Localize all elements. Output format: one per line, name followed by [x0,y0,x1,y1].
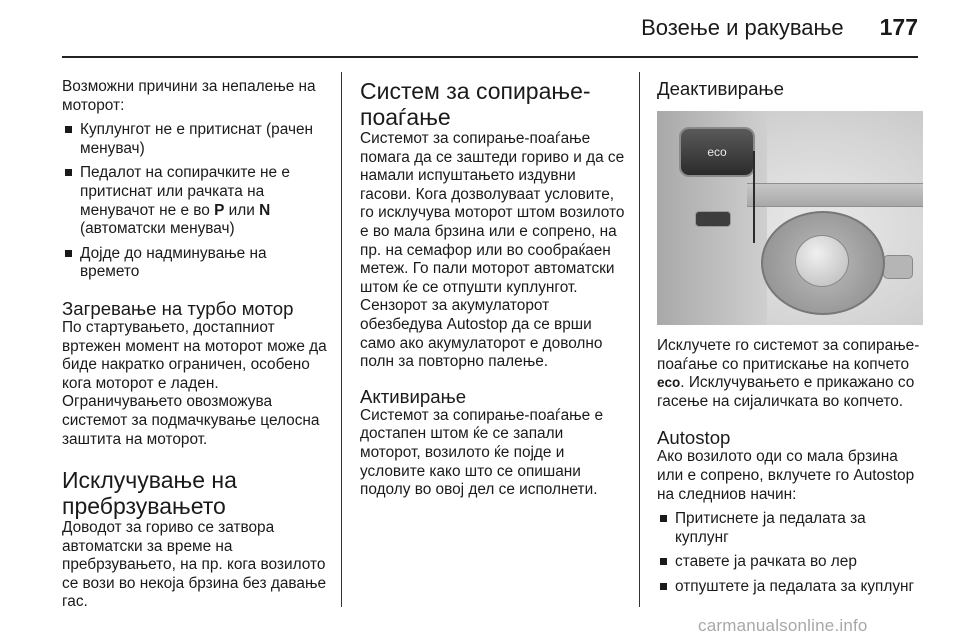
column-1 [62,78,328,612]
section-title: Возење и ракување [641,15,844,40]
list-item: Куплунгот не е притиснат (рачен менувач) [62,121,328,158]
column-3 [657,78,923,597]
autostop-text: Ако возилото оди со мала брзина или е сопрено, вклучете го Autostop на следниов начин: [657,448,915,503]
control-knob [795,235,849,287]
cutoff-text: Доводот за гориво се затвора автоматски за време на пребрзувањето, на пр. кога возилото се вози во некоја брзина без давање гас. [62,519,327,611]
eco-button-photo [657,111,923,325]
list-item: Притиснете ја педалата за куплунг [657,510,923,547]
list-item: Дојде до надминување на времето [62,245,328,282]
activation-text: Системот за сопирање-поаѓање е достапен штом ќе се запали моторот, возилото ќе појде и условите како што се опишани подолу во овој дел се исполнети. [360,406,604,499]
activation-heading: Активирање [360,385,467,407]
causes-list [62,121,328,282]
gear-p-symbol: P [214,201,225,219]
column-divider [639,72,640,607]
column-divider [341,72,342,607]
list-item: ставете ја рачката во лер [657,553,923,572]
deactivation-text-part: . Исклучувањето е прикажано со гасење на сијаличката во копчето. [657,374,915,410]
gear-n-symbol: N [259,201,271,219]
autostop-list [657,510,923,596]
column-2 [360,78,626,500]
stop-start-text: Системот за сопирање-поаѓање помага да се заштеди гориво и да се намали испуштањето издувни гасови. Кога дозволуваат условите, го исклучува моторот штом возилото е во мала брзина или е сопрено, на пр. на семафор или во сообраќаен метеж. Го пали моторот автоматски штом ќе се отпушти куплунгот. Сензорот за акумулаторот обезбедува Autostop да се врши само ако акумулаторот е доволно полн за повторно палење. [360,130,625,371]
stop-start-heading: Систем за сопирање-поаѓање [360,78,591,130]
list-item-text: или [224,201,260,219]
callout-line [753,151,755,243]
watermark: carmanualsonline.info [698,616,868,635]
page-header [641,14,918,41]
turbo-heading: Загревање на турбо мотор [62,297,294,319]
list-item [62,164,328,238]
small-button [695,211,731,227]
control-strip [747,183,923,207]
intro-text: Возможни причини за непалење на моторот: [62,78,316,114]
turbo-text: По стартувањето, достапниот вртежен момент на моторот може да биде накратко ограничен, особено кога моторот е ладен. Ограничувањето овозможува системот за подмачкување целосна заштита на моторот. [62,318,327,448]
header-rule [62,56,918,58]
list-item-text: (автоматски менувач) [80,220,235,238]
deactivation-heading: Деактивирање [657,78,784,99]
page-number: 177 [879,14,918,40]
control-button [883,255,913,279]
eco-label: eco [657,375,681,391]
eco-button: eco [679,127,755,177]
autostop-heading: Autostop [657,427,731,449]
cutoff-heading: Исклучување на пребрзувањето [62,467,237,520]
deactivation-text [657,337,923,411]
list-item-text: Педалот на сопирачките не е притиснат или рачката на менувачот не е во [80,164,290,219]
list-item: отпуштете ја педалата за куплунг [657,578,923,597]
deactivation-text-part: Исклучете го системот за сопирање-поаѓање со притискање на копчето [657,337,920,373]
